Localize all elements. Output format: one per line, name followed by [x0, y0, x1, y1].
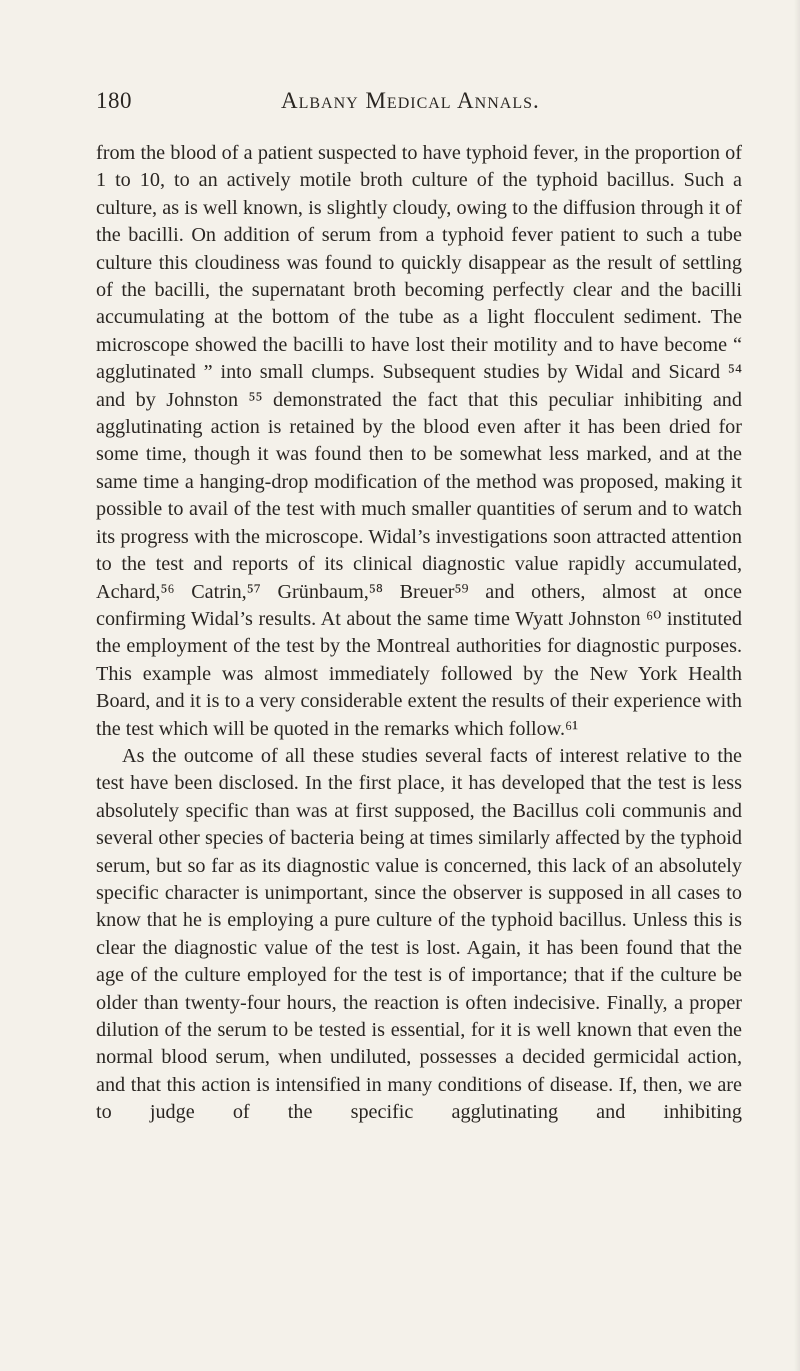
body-text	[96, 140, 742, 1127]
paragraph-outcome: As the outcome of all these studies several facts of interest relative to the test have been disclosed. In the first place, it has developed that the test is less absolutely specific than was at first supposed, the Bacillus coli communis and several other species of bacteria being at times similarly affected by the typhoid serum, but so far as its diagnostic value is concerned, this lack of an absolutely specific character is unimportant, since the observer is supposed in all cases to know that he is employing a pure culture of the typhoid bacillus. Unless this is clear the diagnostic value of the test is lost. Again, it has been found that the age of the culture employed for the test is of importance; that if the culture be older than twenty-four hours, the reaction is often indecisive. Finally, a proper dilution of the serum to be tested is essential, for it is well known that even the normal blood serum, when undiluted, possesses a decided germicidal action, and that this action is intensified in many conditions of disease. If, then, we are to judge of the specific agglutinating and inhibiting	[96, 744, 742, 1124]
page-header	[96, 88, 736, 120]
paragraph-continued: from the blood of a patient suspected to have typhoid fever, in the proportion of 1 to 10, to an actively motile broth culture of the typhoid bacillus. Such a culture, as is well known, is slightly cloudy, owing to the diffusion through it of the bacilli. On addition of serum from a typhoid fever patient to such a tube culture this cloudiness was found to quickly disappear as the result of settling of the bacilli, the supernatant broth becoming perfectly clear and the bacilli accumulating at the bottom of the tube as a light flocculent sediment. The microscope showed the bacilli to have lost their motility and to have become “ agglutinated ” into small clumps. Subsequent studies by Widal and Sicard ⁵⁴ and by Johnston ⁵⁵ demonstrated the fact that this peculiar inhibiting and agglutinating action is retained by the blood even after it has been dried for some time, though it was found then to be somewhat less marked, and at the same time a hanging-drop modification of the method was proposed, making it possible to avail of the test with much smaller quantities of serum and to watch its progress with the microscope. Widal’s investigations soon attracted attention to the test and reports of its clinical diagnostic value rapidly accumulated, Achard,⁵⁶ Catrin,⁵⁷ Grünbaum,⁵⁸ Breuer⁵⁹ and others, almost at once confirming Widal’s results. At about the same time Wyatt Johnston ⁶⁰ instituted the employment of the test by the Montreal authorities for diagnostic purposes. This example was almost immediately followed by the New York Health Board, and it is to a very considerable extent the results of their experience with the test which will be quoted in the remarks which follow.⁶¹	[96, 142, 742, 740]
page-edge-shadow	[794, 0, 800, 1371]
running-head: Albany Medical Annals.	[281, 88, 540, 113]
page-number: 180	[96, 88, 132, 113]
